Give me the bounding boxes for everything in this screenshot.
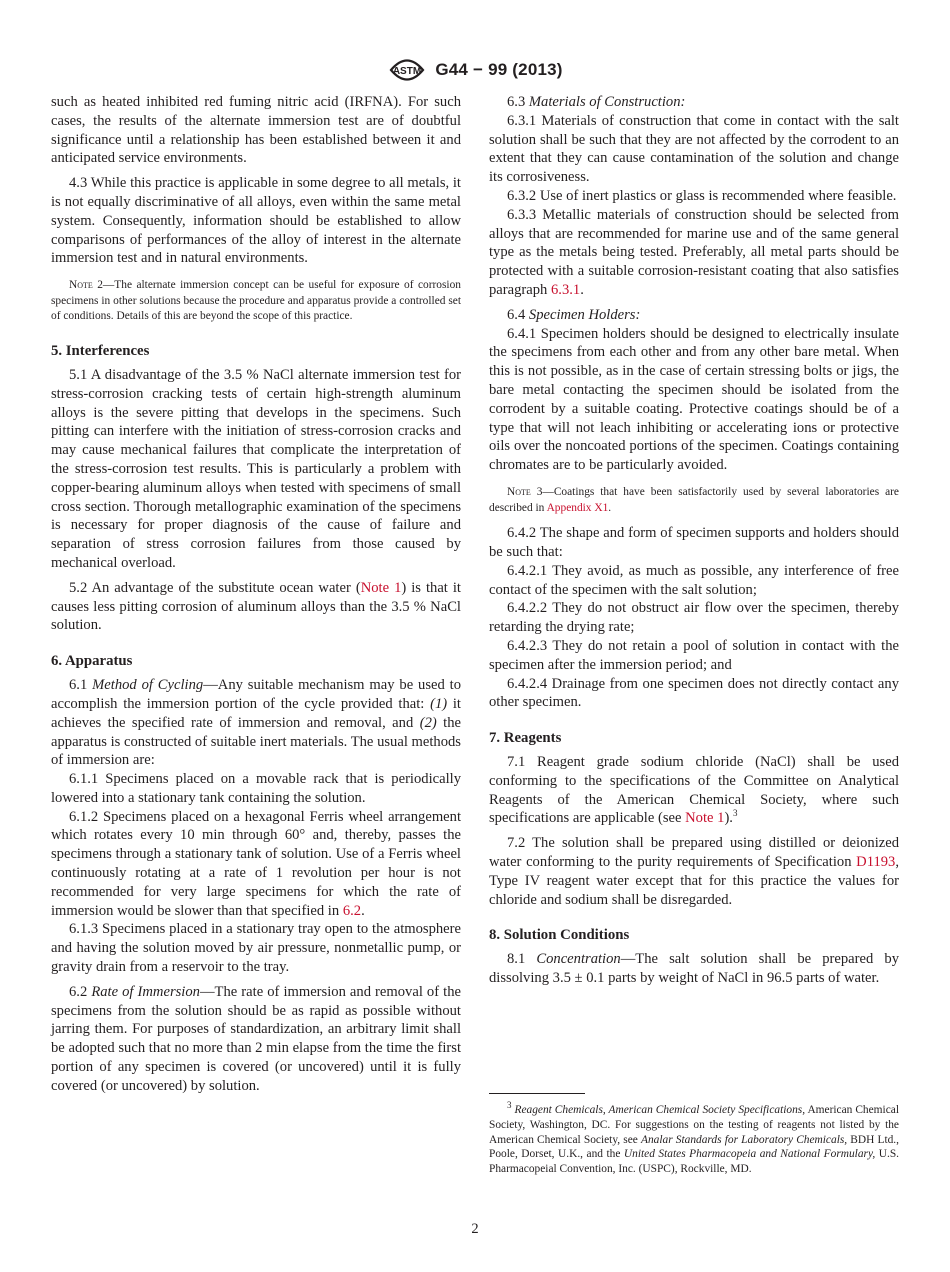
note-2: Note 2—The alternate immersion concept can be useful for exposure of corrosion specimens in other solutions because the procedure and apparatus provide a controlled set of conditions. Details of this are beyond the scope of this practice. — [51, 279, 461, 323]
paragraph-5-1: 5.1 A disadvantage of the 3.5 % NaCl alternate immersion test for stress-corrosion cracking tests of certain high-strength aluminum alloys is the severe pitting that develops in the specimens. Such pitting can interfere with the initiation of stress-corrosion cracks and may cause mechanical failures that complicate the interpretation of the stress-corrosion test results. This is particularly a problem with copper-bearing aluminum alloys when tested with specimens of small cross section. Thorough metallographic examination of the specimens is necessary for proper diagnosis of the cause of failure and separation of stress corrosion failures from those caused by mechanical overload. — [51, 366, 461, 571]
d1193-link[interactable]: D1193 — [856, 854, 896, 871]
paragraph-6-4: 6.4 Specimen Holders: — [507, 306, 641, 323]
paragraph-6-4-1: 6.4.1 Specimen holders should be designed to electrically insulate the specimens from each other and from any other bare metal. When this is not possible, as in the case of certain stressing bolts or jigs, the bare metal contacting the specimen should be isolated from the corrodent by a suitable coating. Protective coatings should be of a type that will not leach inhibiting or accelerating ions or protective oils over the noncoated portions of the specimen. Coatings containing chromates are to be particularly avoided. — [489, 325, 899, 474]
document-designation: G44 − 99 (2013) — [435, 60, 563, 79]
footnote-divider — [489, 1093, 585, 1094]
paragraph-6-4-2-1: 6.4.2.1 They avoid, as much as possible, any interference of free contact of the specimen with the salt solution; — [489, 562, 899, 598]
section-heading-apparatus: 6. Apparatus — [51, 653, 133, 670]
paragraph-4-3: 4.3 While this practice is applicable in some degree to all metals, it is not equally discriminative of all alloys, even within the same metal system. Consequently, information should be established to allow comparisons of performances of the alloy of interest in the alternate immersion test and in natural environments. — [51, 175, 461, 267]
paragraph-4-2-continued: such as heated inhibited red fuming nitric acid (IRFNA). For such cases, the results of the alternate immersion test are of doubtful significance until a relationship has been established between it and anticipated service environments. — [51, 94, 461, 167]
section-heading-solution-conditions: 8. Solution Conditions — [489, 927, 630, 944]
paragraph-6-4-2-3: 6.4.2.3 They do not retain a pool of solution in contact with the specimen after the immersion period; and — [489, 637, 899, 673]
paragraph-6-4-2-4: 6.4.2.4 Drainage from one specimen does not directly contact any other specimen. — [489, 675, 899, 711]
paragraph-6-3-1: 6.3.1 Materials of construction that come in contact with the salt solution shall be such that they are not affected by the corrodent to an extent that they can cause contamination of the solution and change its corrosiveness. — [489, 112, 899, 186]
note-3: Note 3—Coatings that have been satisfactorily used by several laboratories are described in Appendix X1. — [489, 485, 899, 514]
section-6-3-1-link[interactable]: 6.3.1 — [551, 281, 581, 298]
footnote-3: $^3$ Reagent Chemicals, American Chemical Society Specifications, American Chemical Society, Washington, DC. For suggestions on the testing of reagents not listed by the American Chemical Society, see Analar Standards for Laboratory Chemicals, BDH Ltd., Poole, Dorset, U.K., and the United States Pharmacopeia and National Formulary, U.S. Pharmacopeial Convention, Inc. (USPC), Rockville, MD. — [489, 1100, 900, 1176]
left-column — [51, 93, 461, 1096]
paragraph-6-2: 6.2 Rate of Immersion—The rate of immersion and removal of the specimens from the solution should be as rapid as possible without jarring them. For purposes of standardization, an arbitrary limit shall be adopted such that no more than 2 min elapse from the time the first portion of any specimen is covered (or uncovered) until it is fully covered (or uncovered) by solution. — [51, 983, 461, 1094]
paragraph-6-1: 6.1 Method of Cycling—Any suitable mechanism may be used to accomplish the immersion portion of the cycle provided that: (1) it achieves the specified rate of immersion and removal, and (2) the apparatus is constructed of suitable inert materials. The usual methods of immersion are: — [51, 677, 462, 769]
paragraph-6-3-3: 6.3.3 Metallic materials of construction should be selected from alloys that are recommended for marine use and of the same general type as the metals being tested. Preferably, all metal parts should be protected with a suitable corrosion-resistant coating that also satisfies paragraph 6.3.1. — [489, 206, 899, 298]
astm-logo-icon — [387, 53, 427, 87]
svg-text:ASTM: ASTM — [393, 66, 422, 77]
note-1-link[interactable]: Note 1 — [685, 810, 725, 827]
paragraph-6-1-2: 6.1.2 Specimens placed on a hexagonal Ferris wheel arrangement which rotates every 10 min through 60° and, thereby, passes the specimens through a stationary tank of solution. Use of a Ferris wheel continuously rotating at a rate of 1 revolution per hour is not recommended for very large specimens for which the rate of immersion would be slower than that specified in 6.2. — [51, 808, 461, 919]
paragraph-7-1: 7.1 Reagent grade sodium chloride (NaCl) shall be used conforming to the specifications of the Committee on Analytical Reagents of the American Chemical Society, where such specifications are applicable (see Note 1).$^3$ — [489, 754, 899, 827]
paragraph-6-4-2: 6.4.2 The shape and form of specimen supports and holders should be such that: — [489, 525, 899, 560]
paragraph-8-1: 8.1 Concentration—The salt solution shall be prepared by dissolving 3.5 ± 0.1 parts by weight of NaCl in 96.5 parts of water. — [489, 951, 899, 987]
section-heading-interferences: 5. Interferences — [51, 342, 150, 359]
section-heading-reagents: 7. Reagents — [489, 730, 562, 747]
paragraph-6-1-3: 6.1.3 Specimens placed in a stationary tray open to the atmosphere and having the solution moved by air pressure, nonmetallic pump, or gravity drain from a reservoir to the tray. — [51, 921, 461, 976]
right-column — [489, 93, 899, 988]
paragraph-7-2: 7.2 The solution shall be prepared using distilled or deionized water conforming to the purity requirements of Specification D1193, Type IV reagent water except that for this practice the values for chloride and sodium shall be disregarded. — [489, 835, 899, 908]
appendix-x1-link[interactable]: Appendix X1 — [546, 501, 609, 514]
footnote-ref[interactable]: 3 — [732, 808, 738, 819]
paragraph-6-4-2-2: 6.4.2.2 They do not obstruct air flow over the specimen, thereby retarding the drying rate; — [489, 600, 899, 636]
note-label: Note — [69, 279, 93, 292]
note-label: Note — [507, 485, 531, 498]
page-number: 2 — [471, 1221, 479, 1237]
paragraph-5-2: 5.2 An advantage of the substitute ocean water (Note 1) is that it causes less pitting corrosion of aluminum alloys than the 3.5 % NaCl solution. — [51, 579, 461, 634]
note-1-link[interactable]: Note 1 — [360, 579, 402, 596]
paragraph-6-3-2: 6.3.2 Use of inert plastics or glass is recommended where feasible. — [507, 187, 897, 204]
paragraph-6-1-1: 6.1.1 Specimens placed on a movable rack that is periodically lowered into a stationary tank containing the solution. — [51, 771, 461, 806]
page-header — [0, 52, 950, 88]
paragraph-6-3: 6.3 Materials of Construction: — [507, 94, 686, 110]
section-6-2-link[interactable]: 6.2 — [342, 902, 362, 919]
